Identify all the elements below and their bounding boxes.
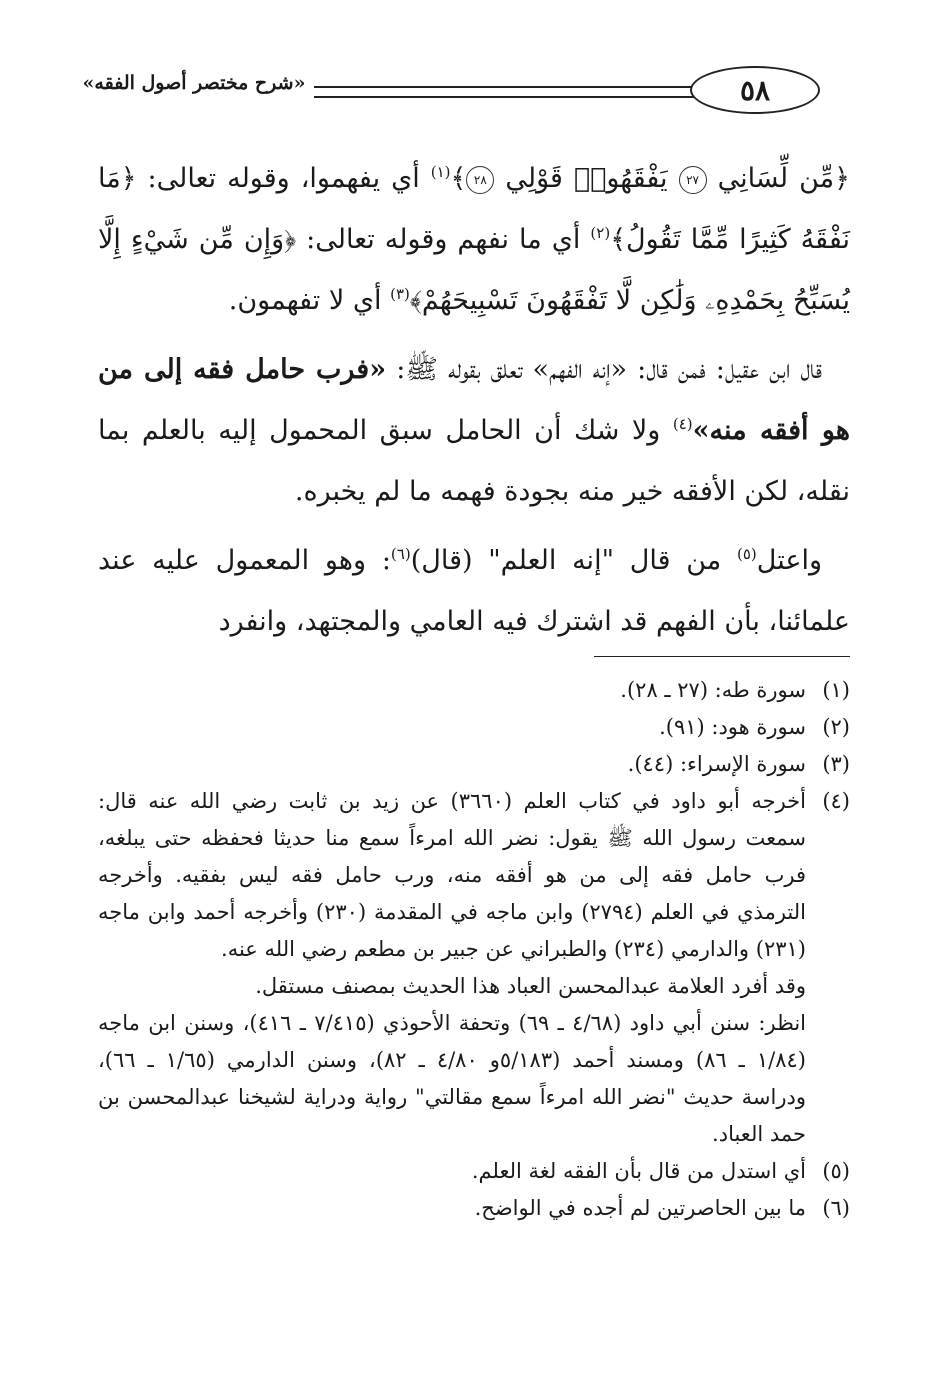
text-segment: أي ما نفهم وقوله تعالى: (296, 224, 591, 255)
quran-verse-1b: يَفْقَهُوا۟ قَوْلِي (505, 163, 668, 194)
footnote-ref-5[interactable]: (٥) (736, 545, 757, 563)
footnote-text: انظر: سنن أبي داود (٤/٦٨ ـ ٦٩) وتحفة الأحوذي (٧/٤١٥ ـ ٤١٦)، وسنن ابن ماجه (١/٨٤ ـ ٨٦) ومسند أحمد (٥/١٨٣و ٤/٨٠ ـ ٨٢)، وسنن الدارمي (١/٦٥ ـ ٦٦)، ودراسة حديث "نضر الله امرءاً سمع مقالتي" رواية ودراية لشيخنا عبدالمحسن بن حمد العباد. (98, 1011, 806, 1146)
footnote-ref-4[interactable]: (٤) (672, 415, 693, 433)
footnote-ref-3[interactable]: (٣) (390, 285, 410, 303)
footnote-item (98, 672, 850, 709)
text-segment: قال ابن عقيل: فمن قال: «إنه الفهم» تعلق بقوله ﷺ: (386, 354, 823, 385)
footnote-number: (٥) (822, 1159, 850, 1183)
footnote-number: (٢) (822, 715, 850, 739)
quran-verse-2: ﴿مَا نَفْقَهُ كَثِيرًا مِّمَّا تَقُولُ﴾ (98, 163, 850, 255)
footnote-item (98, 783, 850, 1153)
verse-number-marker: ٢٧ (679, 166, 707, 194)
footnote-text: وقد أفرد العلامة عبدالمحسن العباد هذا الحديث بمصنف مستقل. (255, 974, 806, 998)
footnote-ref-1[interactable]: (١) (430, 163, 451, 181)
footnote-ref-6[interactable]: (٦) (390, 545, 411, 563)
text-segment: أي يفهموا، وقوله تعالى: (136, 163, 431, 194)
footnote-number: (٦) (822, 1196, 850, 1220)
footnote-text: سورة طه: (٢٧ ـ ٢٨). (620, 678, 806, 702)
paragraph-2 (98, 339, 850, 522)
footnote-number: (٣) (822, 752, 850, 776)
text-segment: ولا شك أن الحامل سبق المحمول إليه بالعلم بما نقله، لكن الأفقه خير منه بجودة فهمه ما لم يخبره. (98, 415, 850, 507)
quran-verse-3: ﴿وَإِن مِّن شَيْءٍ إِلَّا يُسَبِّحُ بِحَمْدِهِۦ وَلَٰكِن لَّا تَفْقَهُونَ تَسْبِيحَهُمْ﴾ (98, 224, 850, 316)
page-number-text: ٥٨ (739, 73, 771, 107)
text-segment: : وهو المعمول عليه عند علمائنا، بأن الفهم قد اشترك فيه العامي والمجتهد، وانفرد (98, 545, 850, 637)
footnote-item (98, 709, 850, 746)
verse-number-marker: ٢٨ (466, 166, 494, 194)
footnote-item (98, 746, 850, 783)
text-segment: أي لا تفهمون. (228, 285, 391, 316)
footnote-ref-2[interactable]: (٢) (590, 224, 611, 242)
footnote-item (98, 1190, 850, 1227)
quran-verse-1a: ﴿مِّن لِّسَانِي (717, 163, 850, 194)
footnotes (98, 672, 850, 1227)
hadith-quote: «فرب حامل فقه إلى من هو أفقه منه» (98, 354, 851, 446)
footnote-text: أخرجه أبو داود في كتاب العلم (٣٦٦٠) عن زيد بن ثابت رضي الله عنه قال: سمعت رسول الله ﷺ يقول: نضر الله امرءاً سمع منا حديثا فحفظه حتى يبلغه، فرب حامل فقه إلى من هو أفقه منه، ورب حامل فقه ليس بفقيه. وأخرجه الترمذي في العلم (٢٧٩٤) وابن ماجه في المقدمة (٢٣٠) وأخرجه أحمد وابن ماجه (٢٣١) والدارمي (٢٣٤) والطبراني عن جبير بن مطعم رضي الله عنه. (98, 789, 806, 961)
paragraph-3 (98, 530, 850, 652)
main-text (98, 148, 850, 652)
page-number (690, 66, 820, 114)
footnote-text: سورة هود: (٩١). (659, 715, 806, 739)
footnote-number: (٤) (822, 789, 850, 813)
footnote-number: (١) (822, 678, 850, 702)
text-segment: واعتل (756, 545, 822, 576)
footnote-text: سورة الإسراء: (٤٤). (627, 752, 806, 776)
running-title: «شرح مختصر أصول الفقه» (82, 72, 306, 94)
page-header (80, 66, 858, 114)
footnote-separator (594, 656, 850, 657)
footnote-text: أي استدل من قال بأن الفقه لغة العلم. (471, 1159, 806, 1183)
text-segment: من قال "إنه العلم" (قال) (410, 545, 737, 576)
footnote-text: ما بين الحاصرتين لم أجده في الواضح. (474, 1196, 806, 1220)
quran-verse-1-close: ﴾ (450, 163, 467, 194)
paragraph-1 (98, 148, 850, 331)
footnote-item (98, 1153, 850, 1190)
